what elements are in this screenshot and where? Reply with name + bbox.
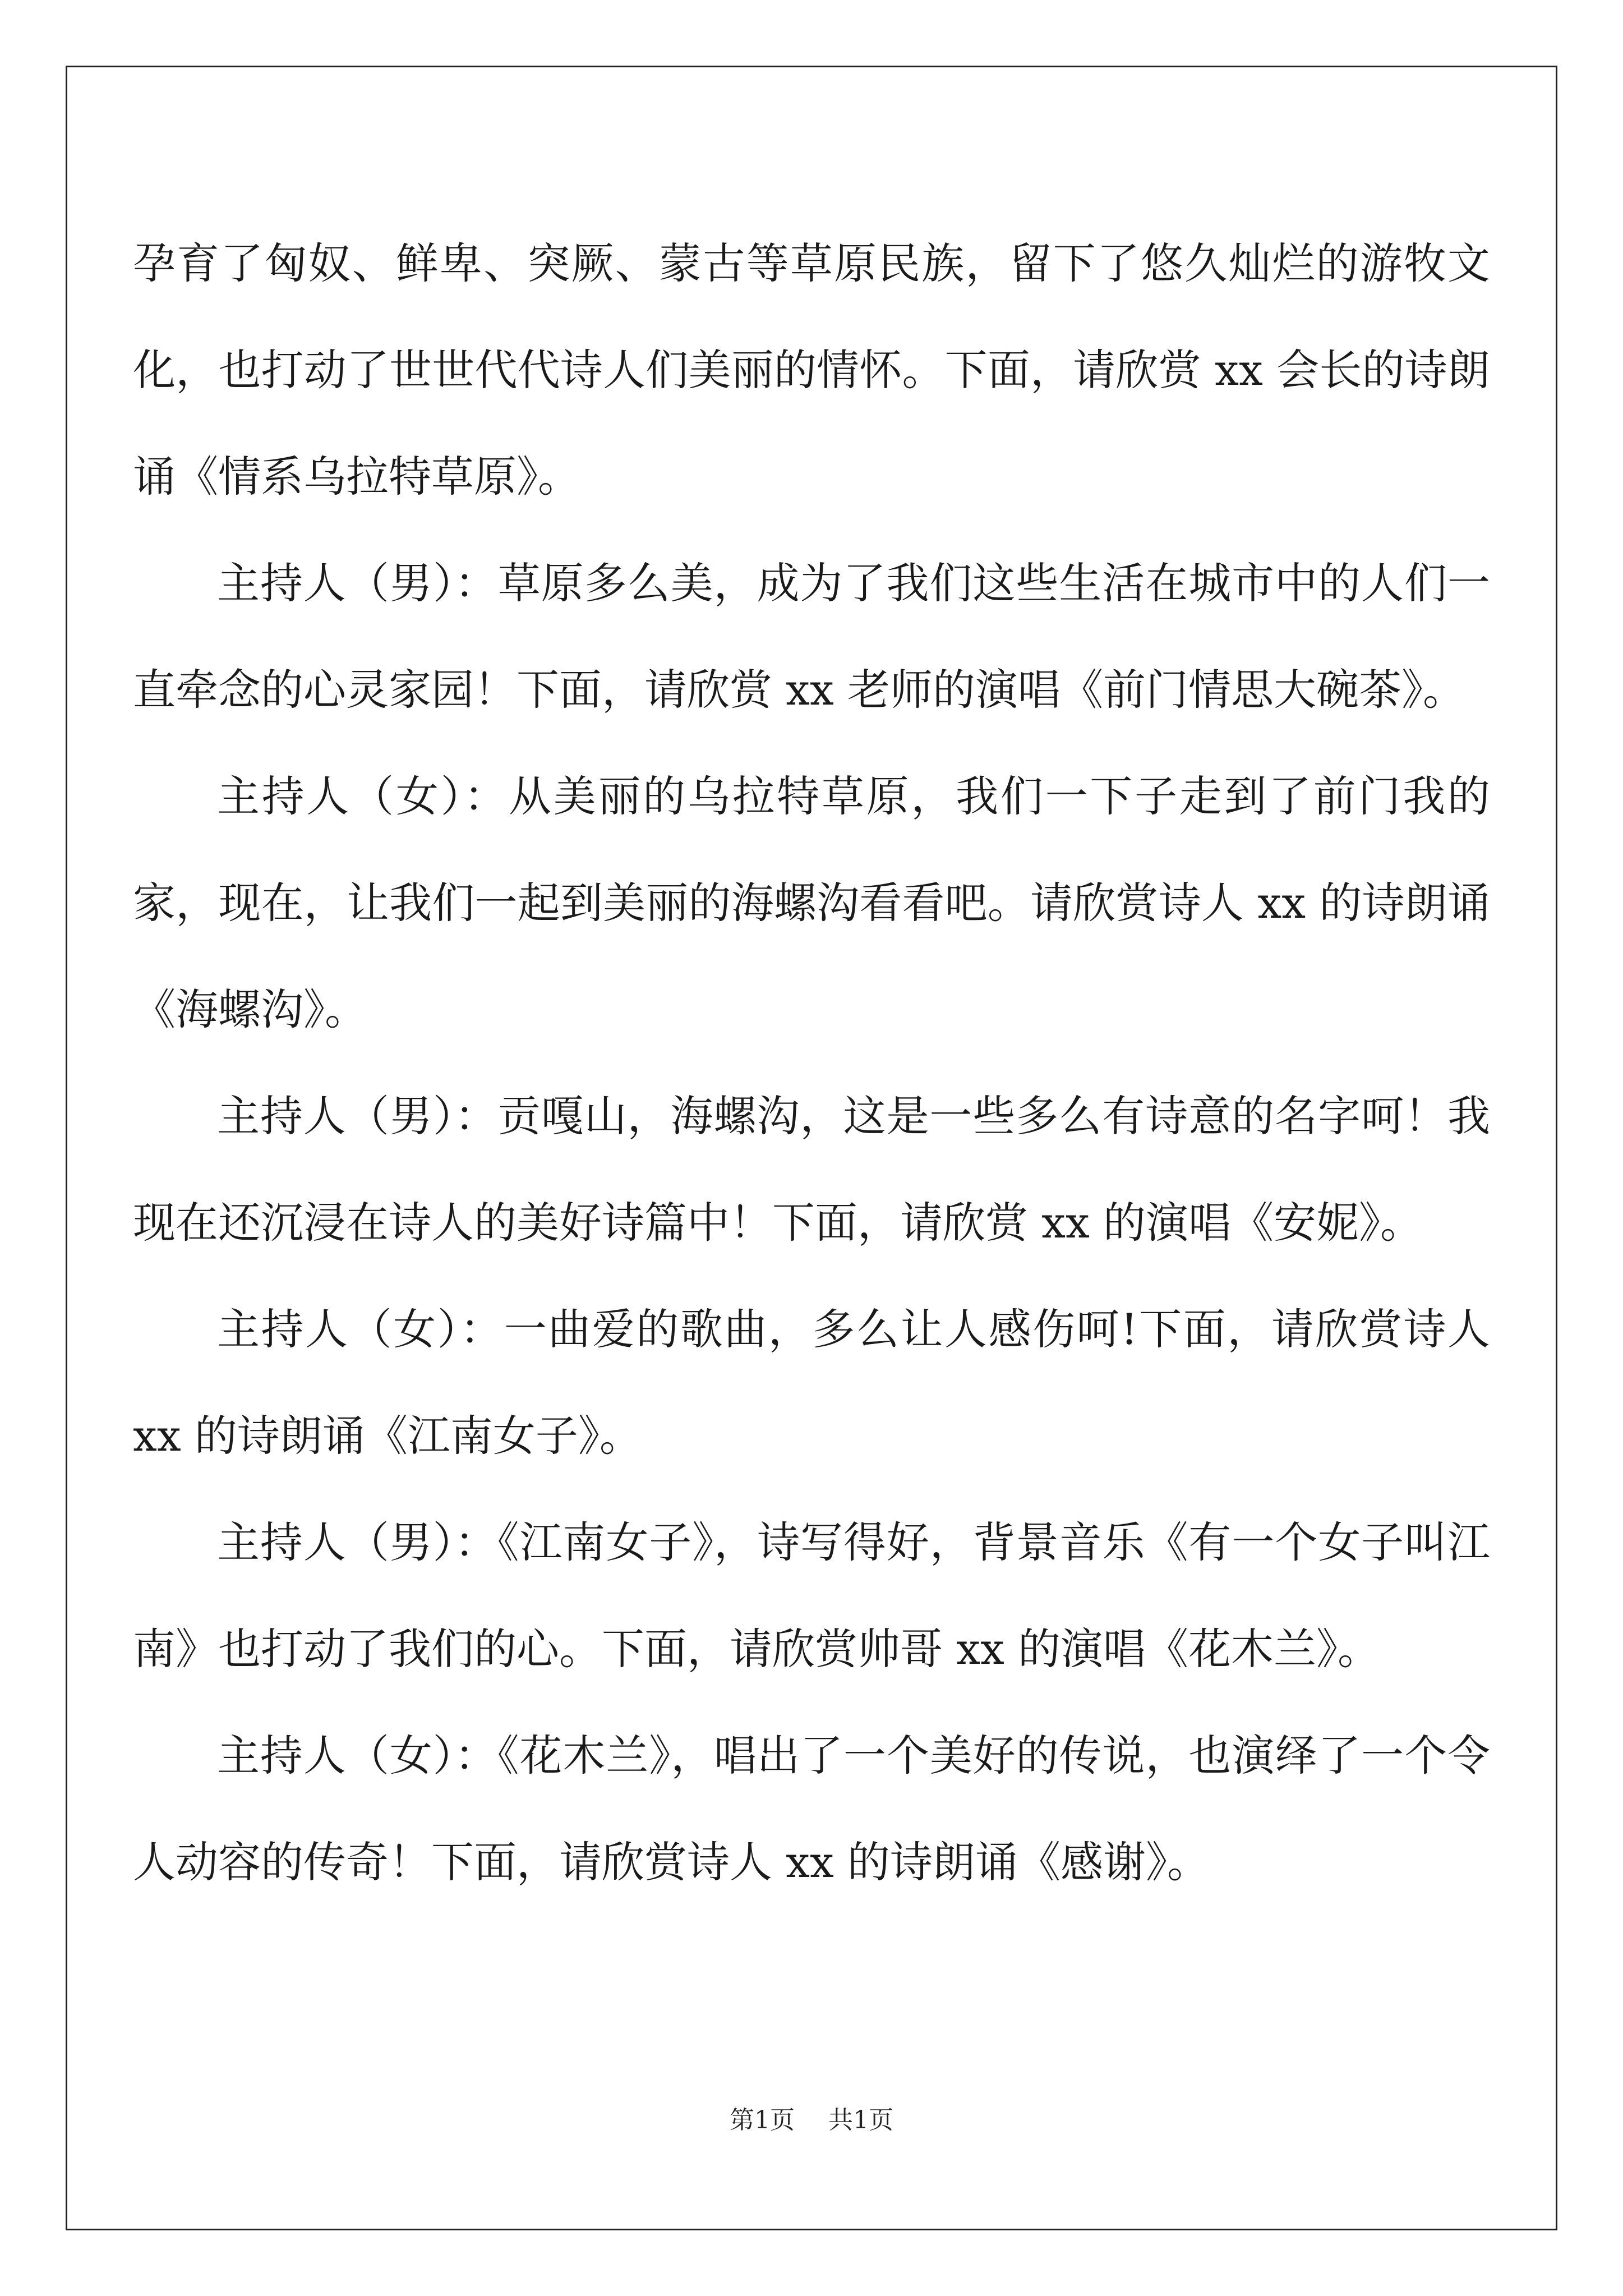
document-body [133,210,1490,1916]
paragraph-host-male-2: 主持人（男）：贡嘎山，海螺沟，这是一些多么有诗意的名字呵！我现在还沉浸在诗人的美好诗篇中！下面，请欣赏 xx 的演唱《安妮》。 [133,1091,1490,1248]
page-number: 第1页 [730,2106,795,2134]
paragraph-continuation: 孕育了匈奴、鲜卑、突厥、蒙古等草原民族，留下了悠久灿烂的游牧文化，也打动了世世代代诗人们美丽的情怀。下面，请欣赏 xx 会长的诗朗诵《情系乌拉特草原》。 [133,238,1490,501]
paragraph-host-female-3: 主持人（女）：《花木兰》，唱出了一个美好的传说，也演绎了一个令人动容的传奇！下面，请欣赏诗人 xx 的诗朗诵《感谢》。 [133,1731,1490,1887]
page-footer [0,2104,1623,2137]
paragraph-host-female-1: 主持人（女）：从美丽的乌拉特草原，我们一下子走到了前门我的家，现在，让我们一起到美丽的海螺沟看看吧。请欣赏诗人 xx 的诗朗诵《海螺沟》。 [133,771,1490,1034]
paragraph-host-male-1: 主持人（男）：草原多么美，成为了我们这些生活在城市中的人们一直牵念的心灵家园！下面，请欣赏 xx 老师的演唱《前门情思大碗茶》。 [133,558,1490,715]
paragraph-host-male-3: 主持人（男）：《江南女子》，诗写得好，背景音乐《有一个女子叫江南》也打动了我们的心。下面，请欣赏帅哥 xx 的演唱《花木兰》。 [133,1517,1490,1674]
paragraph-host-female-2: 主持人（女）：一曲爱的歌曲，多么让人感伤呵!下面，请欣赏诗人 xx 的诗朗诵《江南女子》。 [133,1304,1490,1461]
page-total: 共1页 [828,2106,893,2134]
